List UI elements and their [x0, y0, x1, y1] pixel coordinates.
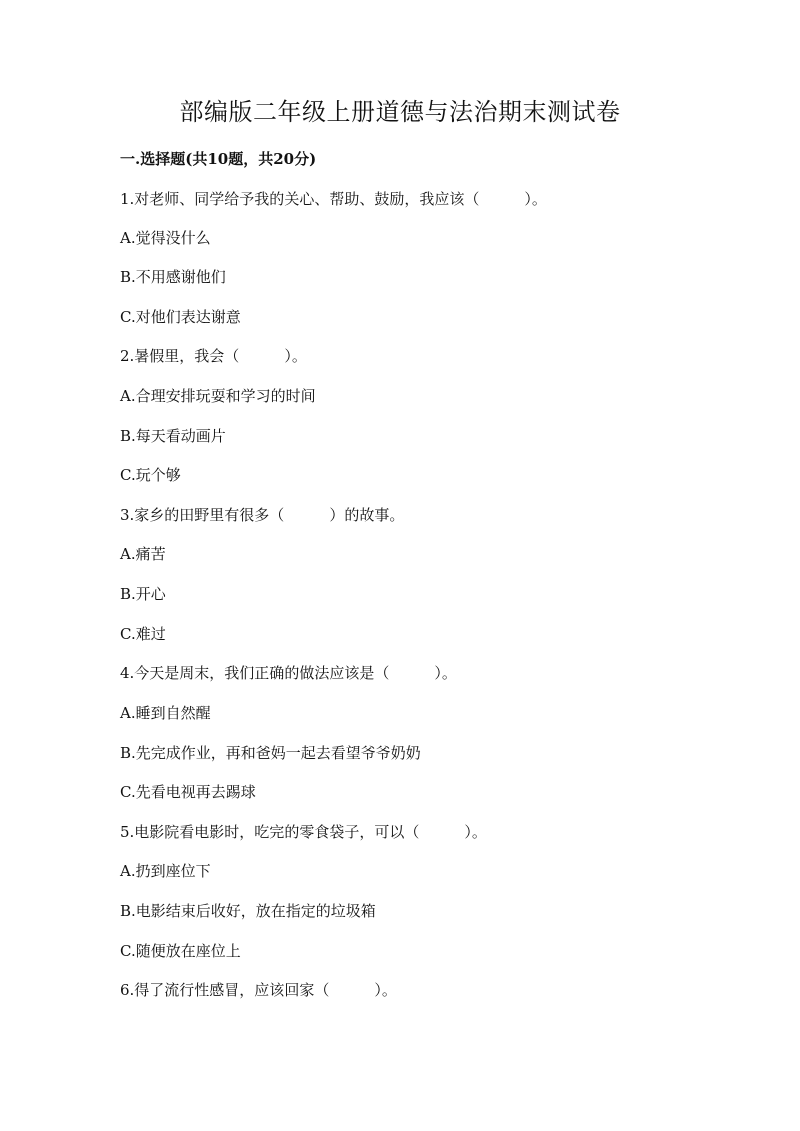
answer-option: B.电影结束后收好，放在指定的垃圾箱	[120, 902, 376, 920]
answer-option: B.先完成作业，再和爸妈一起去看望爷爷奶奶	[120, 744, 421, 762]
answer-option: C.先看电视再去踢球	[120, 783, 256, 801]
answer-option: B.开心	[120, 585, 166, 603]
page-title: 部编版二年级上册道德与法治期末测试卷	[179, 98, 621, 126]
answer-option: A.觉得没什么	[120, 229, 211, 247]
answer-option: A.扔到座位下	[120, 862, 211, 880]
question-stem: 1.对老师、同学给予我的关心、帮助、鼓励，我应该（ ）。	[120, 190, 547, 208]
answer-option: A.痛苦	[120, 545, 166, 563]
answer-option: C.对他们表达谢意	[120, 308, 241, 326]
question-stem: 2.暑假里，我会（ ）。	[120, 347, 307, 365]
section-heading: 一.选择题(共10题，共20分)	[120, 150, 317, 168]
question-stem: 3.家乡的田野里有很多（ ）的故事。	[120, 506, 405, 524]
answer-option: B.不用感谢他们	[120, 268, 226, 286]
answer-option: A.睡到自然醒	[120, 704, 211, 722]
answer-option: C.难过	[120, 625, 166, 643]
answer-option: A.合理安排玩耍和学习的时间	[120, 387, 316, 405]
question-stem: 5.电影院看电影时，吃完的零食袋子，可以（ ）。	[120, 823, 487, 841]
question-stem: 4.今天是周末，我们正确的做法应该是（ ）。	[120, 664, 457, 682]
answer-option: C.随便放在座位上	[120, 942, 241, 960]
question-stem: 6.得了流行性感冒，应该回家（ ）。	[120, 981, 397, 999]
answer-option: C.玩个够	[120, 466, 181, 484]
answer-option: B.每天看动画片	[120, 427, 226, 445]
